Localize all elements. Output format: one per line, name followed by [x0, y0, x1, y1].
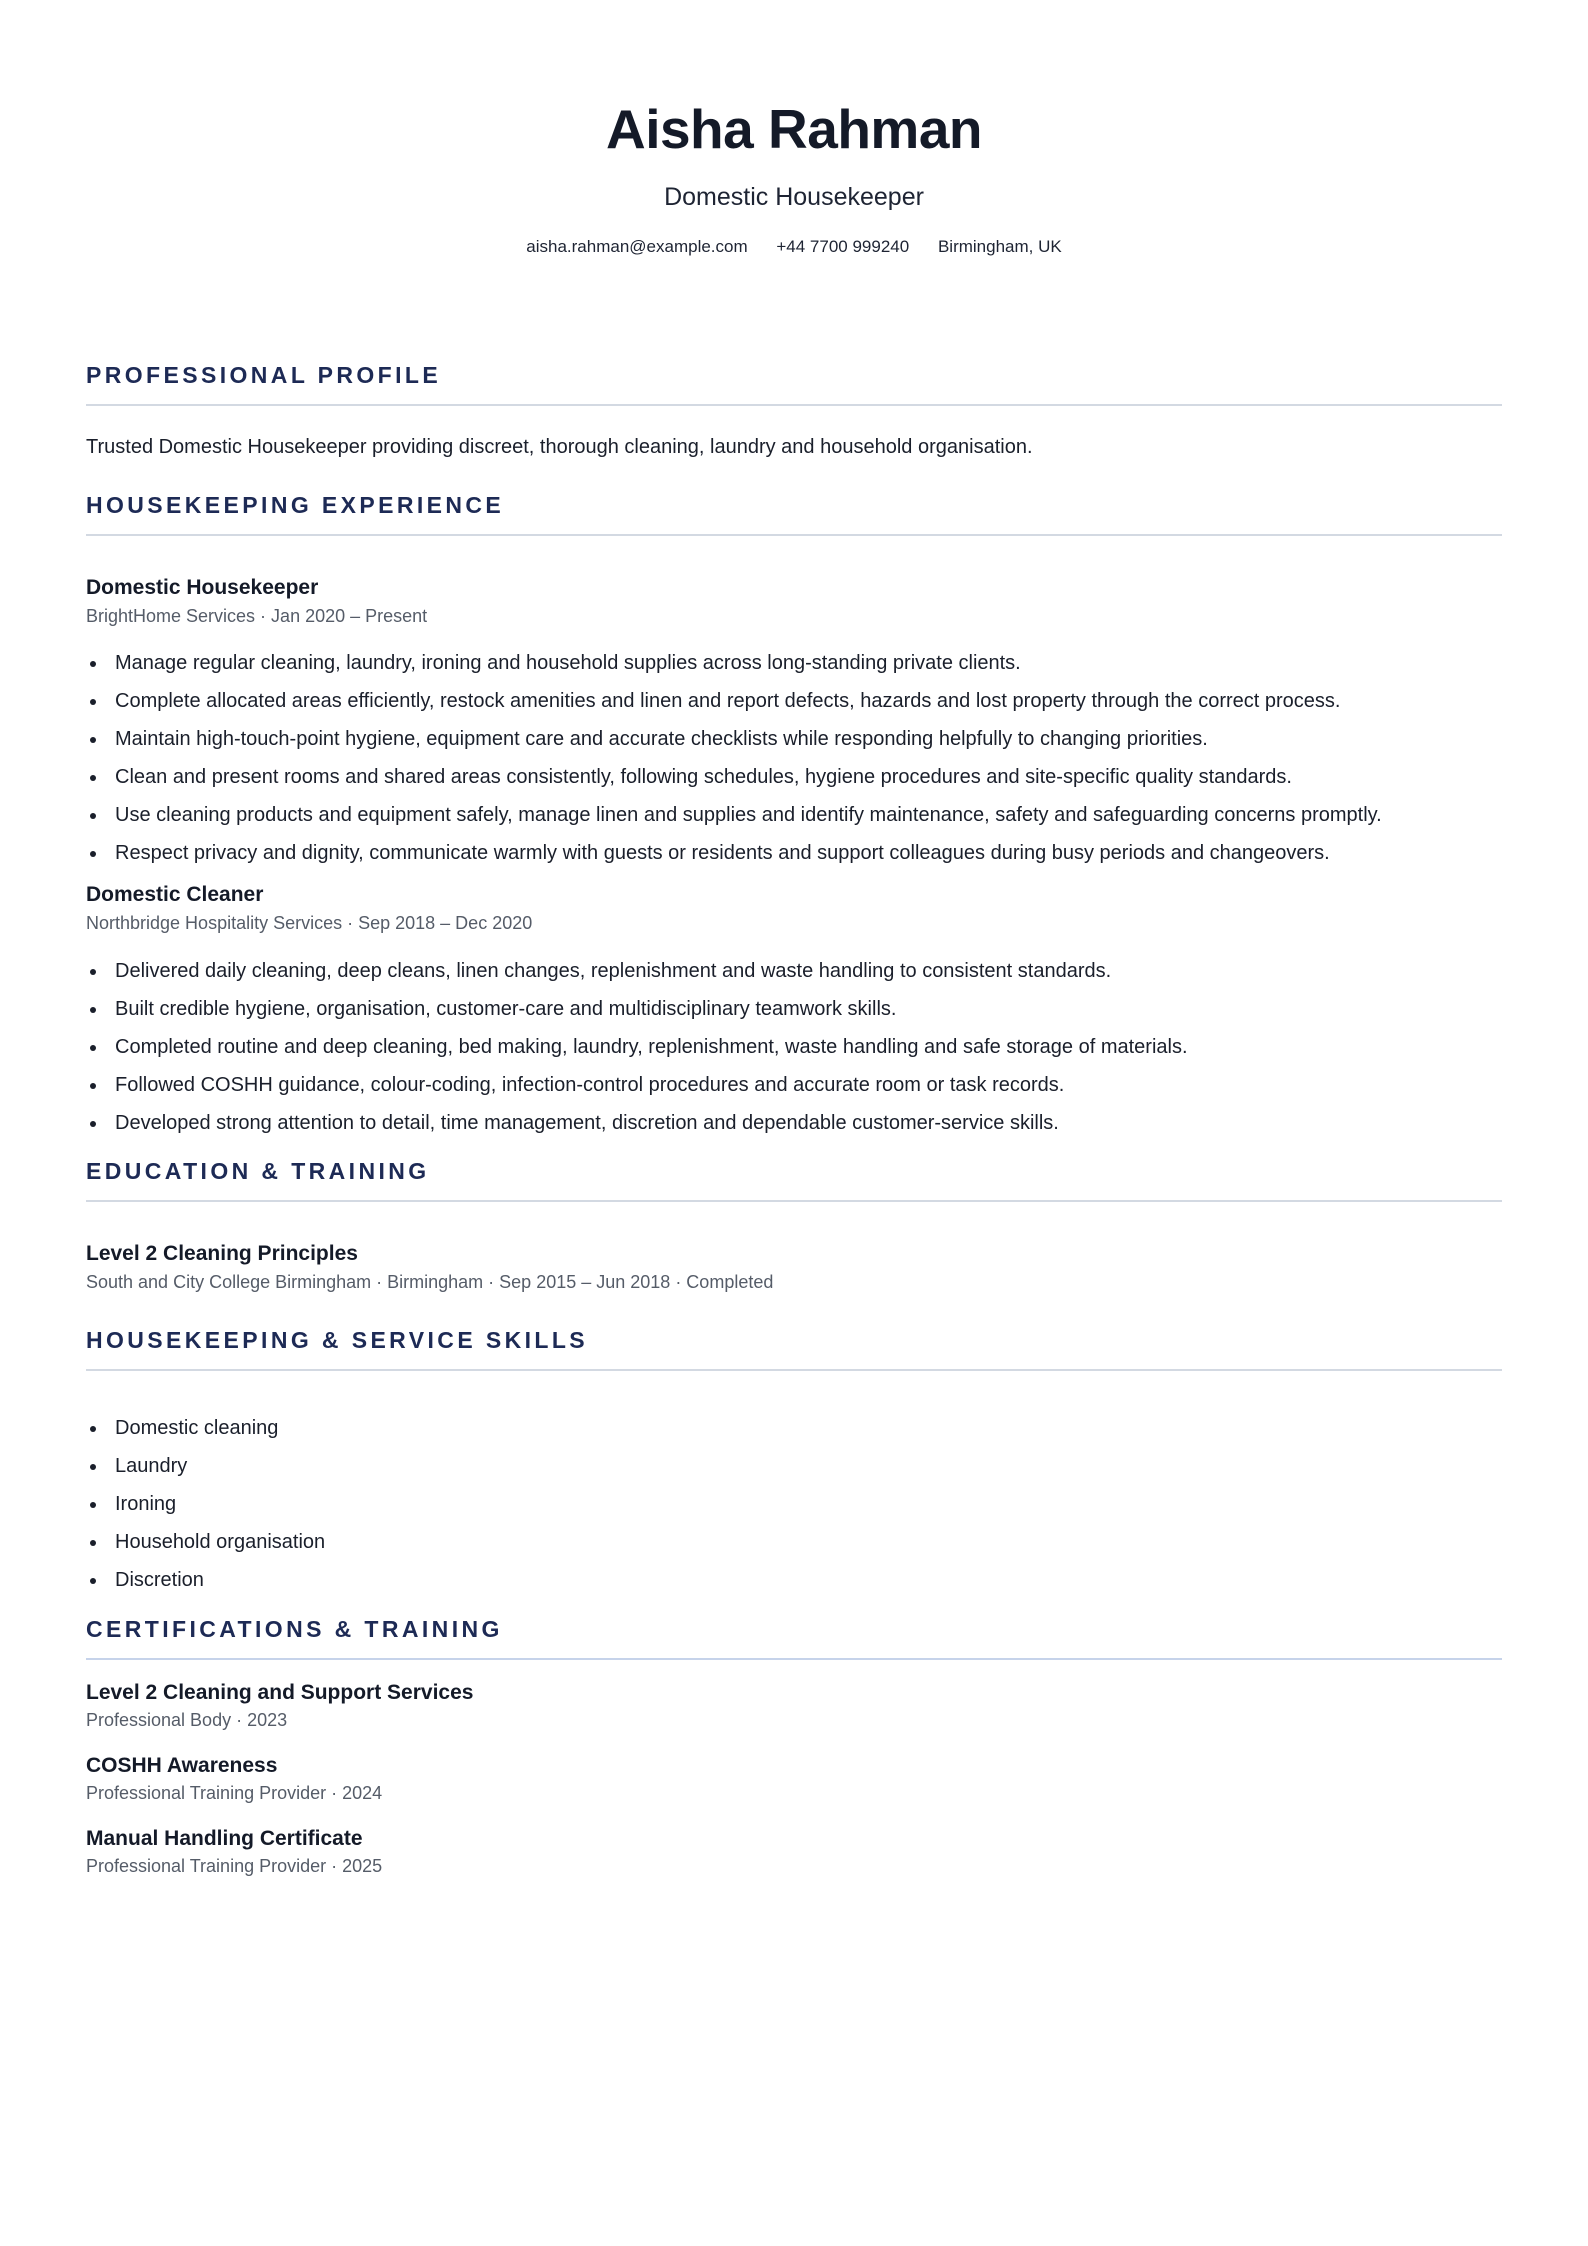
job-bullets [86, 957, 1502, 1137]
education-section [86, 1156, 1502, 1294]
profile-divider [86, 404, 1502, 406]
certification-entry [86, 1679, 1502, 1732]
skills-heading: HOUSEKEEPING & SERVICE SKILLS [86, 1327, 589, 1353]
profile-summary: Trusted Domestic Housekeeper providing discreet, thorough cleaning, laundry and household organisation. [86, 436, 1033, 458]
job-bullet: Completed routine and deep cleaning, bed making, laundry, replenishment, waste handling and safe storage of materials. [86, 1033, 1502, 1061]
skill-item: Ironing [86, 1490, 1502, 1518]
certification-title: Level 2 Cleaning and Support Services [86, 1681, 474, 1704]
education-divider [86, 1200, 1502, 1202]
skill-item: Domestic cleaning [86, 1414, 1502, 1442]
resume-header [86, 0, 1502, 258]
job-bullet: Maintain high-touch-point hygiene, equipment care and accurate checklists while responding helpfully to changing priorities. [86, 725, 1502, 753]
education-title: Level 2 Cleaning Principles [86, 1242, 358, 1265]
experience-divider [86, 534, 1502, 536]
experience-section [86, 490, 1502, 1137]
certification-entry [86, 1825, 1502, 1878]
job-bullet: Respect privacy and dignity, communicate warmly with guests or residents and support colleagues during busy periods and changeovers. [86, 839, 1502, 867]
certifications-divider [86, 1658, 1502, 1660]
contact-email: aisha.rahman@example.com [526, 237, 748, 256]
skills-section [86, 1325, 1502, 1594]
job-bullet: Built credible hygiene, organisation, customer-care and multidisciplinary teamwork skills. [86, 995, 1502, 1023]
skills-list [86, 1414, 1502, 1594]
certifications-heading: CERTIFICATIONS & TRAINING [86, 1616, 503, 1642]
job-meta: Northbridge Hospitality Services · Sep 2018 – Dec 2020 [86, 913, 533, 933]
candidate-title: Domestic Housekeeper [664, 183, 924, 211]
education-entry [86, 1240, 1502, 1294]
profile-section [86, 360, 1502, 461]
certification-meta: Professional Training Provider · 2025 [86, 1856, 383, 1876]
education-meta: South and City College Birmingham · Birmingham · Sep 2015 – Jun 2018 · Completed [86, 1272, 774, 1292]
experience-heading: HOUSEKEEPING EXPERIENCE [86, 492, 505, 518]
skills-divider [86, 1369, 1502, 1371]
certification-entry [86, 1752, 1502, 1805]
education-heading: EDUCATION & TRAINING [86, 1158, 430, 1184]
job-bullet: Complete allocated areas efficiently, restock amenities and linen and report defects, hazards and lost property through the correct process. [86, 687, 1502, 715]
candidate-name: Aisha Rahman [605, 98, 983, 160]
certification-title: Manual Handling Certificate [86, 1827, 363, 1850]
certification-title: COSHH Awareness [86, 1754, 278, 1777]
job-entry [86, 574, 1502, 867]
certification-meta: Professional Body · 2023 [86, 1710, 288, 1730]
contact-phone: +44 7700 999240 [776, 237, 910, 256]
profile-heading: PROFESSIONAL PROFILE [86, 362, 442, 388]
job-bullet: Use cleaning products and equipment safely, manage linen and supplies and identify maintenance, safety and safeguarding concerns promptly. [86, 801, 1502, 829]
job-meta: BrightHome Services · Jan 2020 – Present [86, 606, 428, 626]
skill-item: Household organisation [86, 1528, 1502, 1556]
certifications-section [86, 1614, 1502, 1878]
job-title: Domestic Housekeeper [86, 576, 319, 599]
skill-item: Laundry [86, 1452, 1502, 1480]
job-bullets [86, 649, 1502, 867]
job-title: Domestic Cleaner [86, 883, 264, 906]
job-bullet: Followed COSHH guidance, colour-coding, infection-control procedures and accurate room or task records. [86, 1071, 1502, 1099]
job-entry [86, 881, 1502, 1137]
contact-line [86, 236, 1502, 258]
job-bullet: Clean and present rooms and shared areas consistently, following schedules, hygiene procedures and site-specific quality standards. [86, 763, 1502, 791]
skill-item: Discretion [86, 1566, 1502, 1594]
job-bullet: Delivered daily cleaning, deep cleans, linen changes, replenishment and waste handling to consistent standards. [86, 957, 1502, 985]
job-bullet: Developed strong attention to detail, time management, discretion and dependable customer-service skills. [86, 1109, 1502, 1137]
certification-meta: Professional Training Provider · 2024 [86, 1783, 383, 1803]
contact-location: Birmingham, UK [937, 237, 1062, 256]
job-bullet: Manage regular cleaning, laundry, ironing and household supplies across long-standing private clients. [86, 649, 1502, 677]
